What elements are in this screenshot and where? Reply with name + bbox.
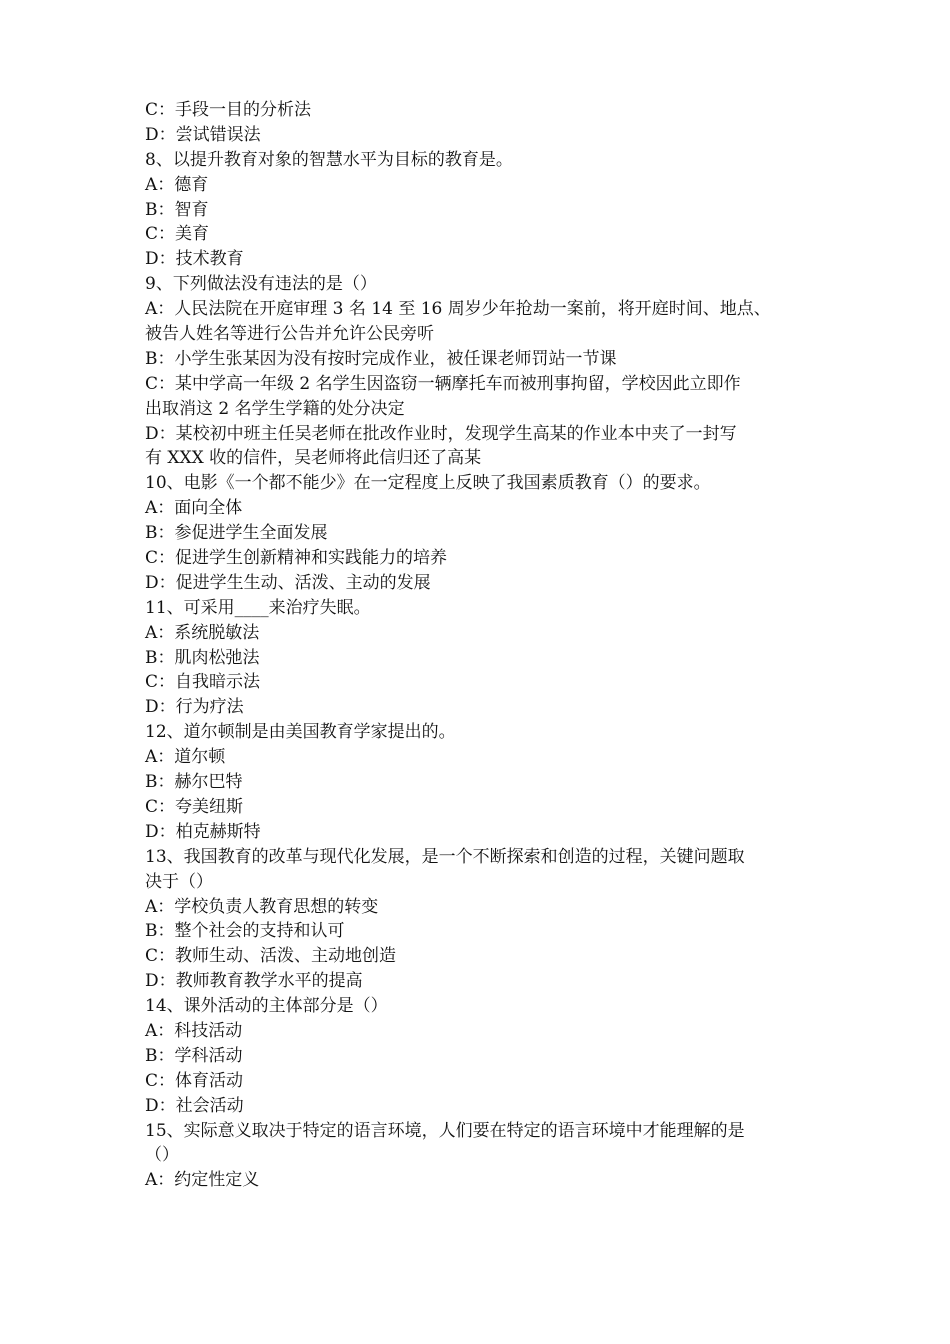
question-line: 12、道尔顿制是由美国教育学家提出的。 (145, 722, 456, 743)
option-line: D：某校初中班主任吴老师在批改作业时，发现学生高某的作业本中夹了一封写 (145, 423, 737, 444)
option-line: A：德育 (145, 174, 209, 195)
question-line: 9、下列做法没有违法的是（） (145, 274, 377, 295)
option-continuation-line: 被告人姓名等进行公告并允许公民旁听 (145, 324, 434, 345)
question-line: 11、可采用____来治疗失眠。 (145, 597, 371, 618)
question-continuation-line: （） (145, 1145, 179, 1166)
option-line: C：某中学高一年级 2 名学生因盗窃一辆摩托车而被刑事拘留，学校因此立即作 (145, 373, 741, 394)
option-line: A：面向全体 (145, 498, 243, 519)
option-line: B：赫尔巴特 (145, 772, 243, 793)
option-line: C：促进学生创新精神和实践能力的培养 (145, 548, 448, 569)
option-line: C：美育 (145, 224, 210, 245)
option-line: A：道尔顿 (145, 747, 226, 768)
option-line: D：促进学生生动、活泼、主动的发展 (145, 572, 431, 593)
option-line: B：智育 (145, 199, 209, 220)
option-line: B：学科活动 (145, 1045, 243, 1066)
option-line: B：肌肉松弛法 (145, 647, 260, 668)
option-line: C：教师生动、活泼、主动地创造 (145, 946, 397, 967)
option-line: D：社会活动 (145, 1095, 244, 1116)
option-line: B：小学生张某因为没有按时完成作业，被任课老师罚站一节课 (145, 348, 617, 369)
option-line: A：系统脱敏法 (145, 622, 260, 643)
option-line: D：行为疗法 (145, 697, 244, 718)
option-line: A：学校负责人教育思想的转变 (145, 896, 379, 917)
option-line: C：手段一目的分析法 (145, 100, 312, 120)
question-continuation-line: 决于（） (145, 871, 213, 892)
option-line: D：技术教育 (145, 249, 244, 270)
question-line: 13、我国教育的改革与现代化发展，是一个不断探索和创造的过程，关键问题取 (145, 846, 745, 867)
option-line: C：夸美纽斯 (145, 796, 244, 817)
option-line: B：参促进学生全面发展 (145, 523, 328, 544)
question-line: 15、实际意义取决于特定的语言环境，人们要在特定的语言环境中才能理解的是 (145, 1120, 745, 1141)
question-line: 14、课外活动的主体部分是（） (145, 996, 388, 1017)
option-line: D：柏克赫斯特 (145, 821, 261, 842)
question-line: 10、电影《一个都不能少》在一定程度上反映了我国素质教育（）的要求。 (145, 473, 711, 494)
option-line: C：自我暗示法 (145, 672, 261, 693)
option-continuation-line: 有 XXX 收的信件，吴老师将此信归还了高某 (145, 448, 482, 469)
option-line: A：科技活动 (145, 1020, 243, 1041)
option-line: D：尝试错误法 (145, 124, 261, 145)
option-line: A：约定性定义 (145, 1170, 260, 1191)
option-line: D：教师教育教学水平的提高 (145, 971, 363, 992)
option-continuation-line: 出取消这 2 名学生学籍的处分决定 (145, 398, 405, 419)
option-line: A：人民法院在开庭审理 3 名 14 至 16 周岁少年抢劫一案前，将开庭时间、地点、 (145, 299, 771, 320)
exam-text (145, 98, 815, 1193)
option-line: B：整个社会的支持和认可 (145, 921, 345, 942)
question-line: 8、以提升教育对象的智慧水平为目标的教育是。 (145, 149, 513, 170)
option-line: C：体育活动 (145, 1070, 244, 1091)
